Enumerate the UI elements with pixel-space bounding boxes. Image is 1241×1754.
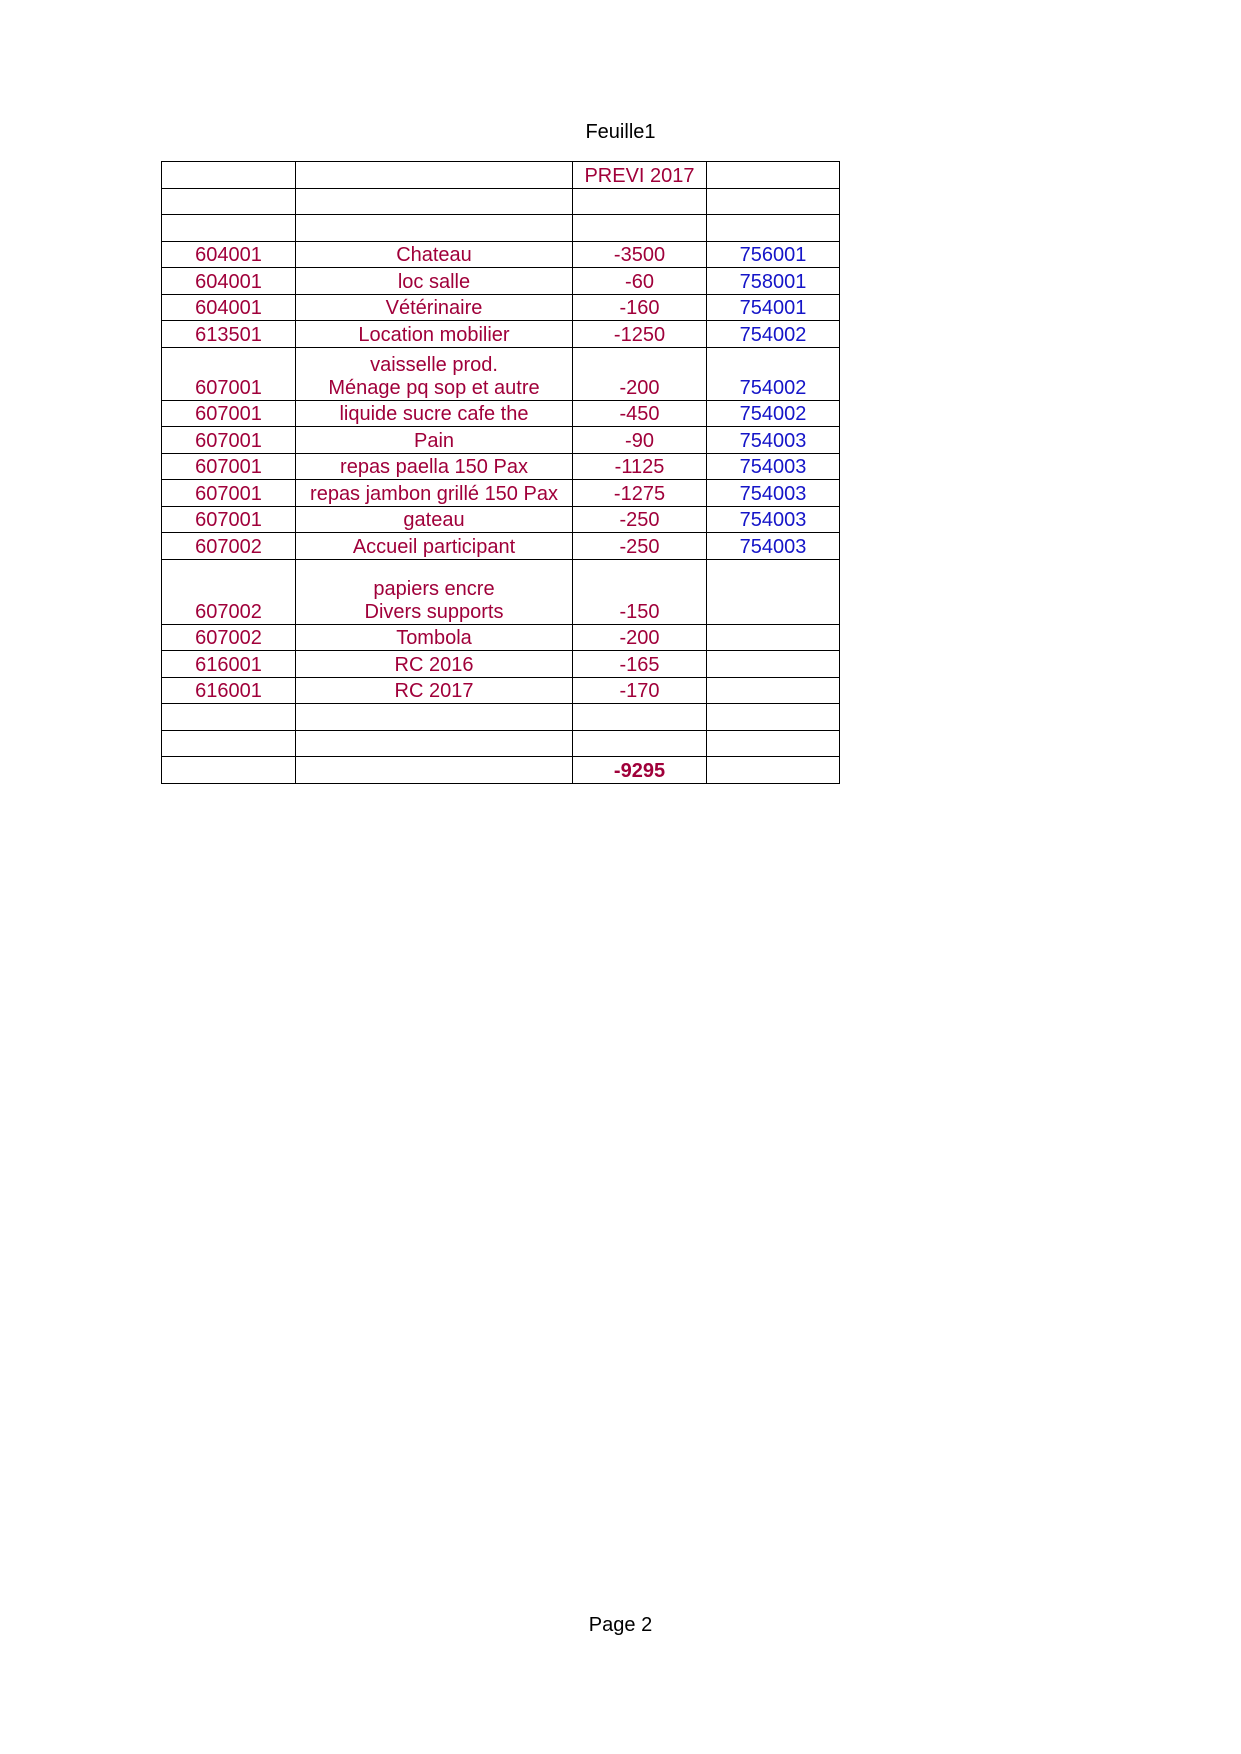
amount-cell: -1250 [573,321,707,348]
amount-cell: -250 [573,533,707,560]
table-row [162,347,840,400]
code-cell: 754002 [707,347,840,400]
table-cell [707,704,840,731]
table-cell [573,704,707,731]
table-row [162,480,840,507]
code-cell: 754003 [707,480,840,507]
table-cell [707,162,840,189]
code-cell: 758001 [707,268,840,295]
amount-cell: -90 [573,427,707,454]
table-row [162,453,840,480]
table-cell [162,704,296,731]
amount-cell: -170 [573,677,707,704]
empty-row [162,704,840,731]
account-cell: 607001 [162,347,296,400]
table-row [162,241,840,268]
table-row [162,651,840,678]
sheet-title: Feuille1 [585,121,656,143]
label-cell: Vétérinaire [296,294,573,321]
code-cell: 754002 [707,321,840,348]
label-cell: Location mobilier [296,321,573,348]
code-cell: 754003 [707,533,840,560]
table-header-row [162,162,840,189]
table-cell [296,188,573,215]
total-row [162,757,840,784]
table-cell [296,757,573,784]
label-cell: repas paella 150 Pax [296,453,573,480]
account-cell: 607001 [162,480,296,507]
label-cell: Chateau [296,241,573,268]
code-cell [707,624,840,651]
account-cell: 607001 [162,453,296,480]
account-cell: 604001 [162,268,296,295]
label-line: papiers encre [373,577,495,600]
table-row [162,427,840,454]
account-cell: 607001 [162,400,296,427]
account-cell: 607002 [162,533,296,560]
label-cell: gateau [296,506,573,533]
account-cell: 607002 [162,559,296,624]
amount-cell: -3500 [573,241,707,268]
code-cell [707,651,840,678]
account-cell: 604001 [162,294,296,321]
table-row [162,321,840,348]
amount-cell: -200 [573,347,707,400]
account-cell: 616001 [162,651,296,678]
code-cell [707,559,840,624]
empty-row [162,188,840,215]
code-cell: 754002 [707,400,840,427]
account-cell: 607001 [162,506,296,533]
label-line: vaisselle prod. [370,353,498,376]
table-cell [707,757,840,784]
table-cell [296,704,573,731]
code-cell: 756001 [707,241,840,268]
label-line: Divers supports [364,600,504,623]
account-cell: 607001 [162,427,296,454]
table-row [162,624,840,651]
label-cell: repas jambon grillé 150 Pax [296,480,573,507]
table-cell [162,162,296,189]
table-cell [707,215,840,242]
page-number: Page 2 [588,1614,653,1636]
account-cell: 604001 [162,241,296,268]
table-cell [573,730,707,757]
amount-cell: -200 [573,624,707,651]
amount-cell: -150 [573,559,707,624]
amount-cell: -160 [573,294,707,321]
label-cell: RC 2016 [296,651,573,678]
table-row [162,268,840,295]
account-cell: 607002 [162,624,296,651]
empty-row [162,730,840,757]
label-cell: Pain [296,427,573,454]
label-cell: Tombola [296,624,573,651]
account-cell: 613501 [162,321,296,348]
code-cell: 754003 [707,453,840,480]
table-cell [296,162,573,189]
label-cell: RC 2017 [296,677,573,704]
table-row [162,533,840,560]
amount-cell: -1125 [573,453,707,480]
table-row [162,506,840,533]
amount-cell: -250 [573,506,707,533]
empty-row [162,215,840,242]
code-cell: 754001 [707,294,840,321]
label-cell [296,347,573,400]
label-cell: liquide sucre cafe the [296,400,573,427]
table-cell [707,188,840,215]
total-amount: -9295 [573,757,707,784]
amount-cell: -60 [573,268,707,295]
table-cell [573,188,707,215]
account-cell: 616001 [162,677,296,704]
label-cell: Accueil participant [296,533,573,560]
amount-cell: -1275 [573,480,707,507]
amount-cell: -165 [573,651,707,678]
table-row [162,559,840,624]
previ-2017-header: PREVI 2017 [573,162,707,189]
table-row [162,294,840,321]
table-cell [162,215,296,242]
label-cell [296,559,573,624]
code-cell: 754003 [707,506,840,533]
table-row [162,400,840,427]
code-cell: 754003 [707,427,840,454]
table-cell [162,730,296,757]
amount-cell: -450 [573,400,707,427]
table-cell [296,215,573,242]
table-cell [162,757,296,784]
table-cell [162,188,296,215]
table-row [162,677,840,704]
table-cell [707,730,840,757]
code-cell [707,677,840,704]
table-cell [296,730,573,757]
table-cell [573,215,707,242]
label-cell: loc salle [296,268,573,295]
budget-table [161,161,840,784]
label-line: Ménage pq sop et autre [328,376,540,399]
